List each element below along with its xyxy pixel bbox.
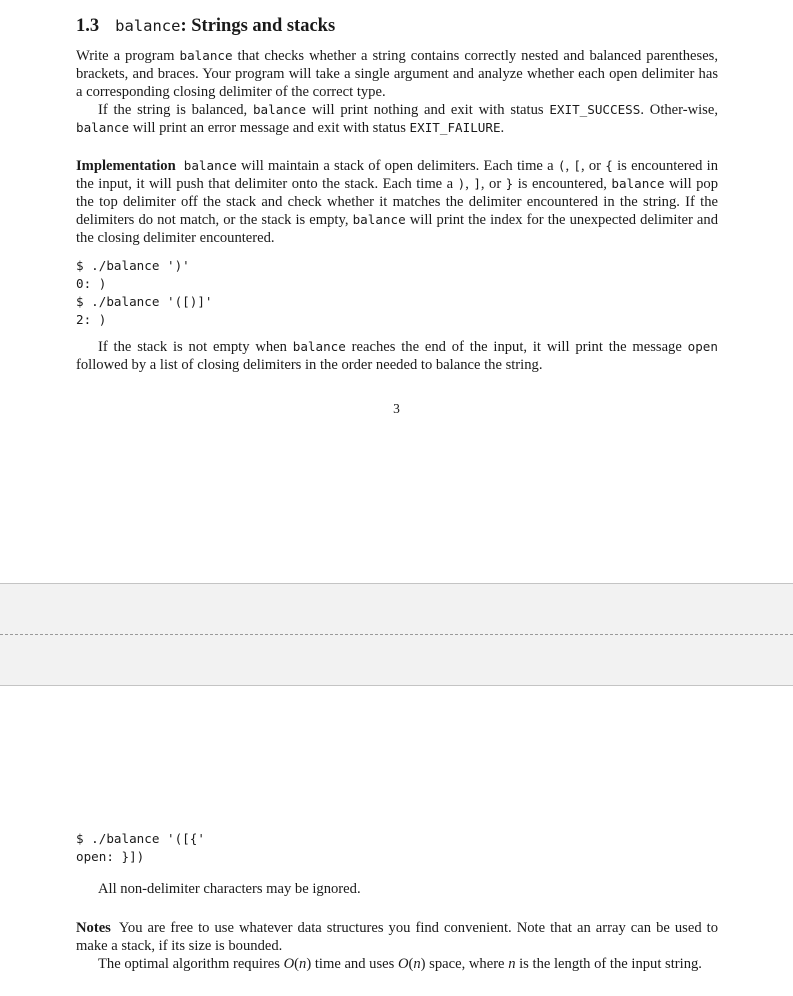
code-line: 2: ) — [76, 312, 107, 327]
code-example-2 — [76, 830, 718, 866]
code-line: open: }]) — [76, 849, 145, 864]
page-gap — [0, 583, 793, 686]
section-title-code: balance — [115, 17, 181, 35]
page-break-line — [0, 634, 793, 635]
code-line: 0: ) — [76, 276, 107, 291]
code-line: $ ./balance '([)]' — [76, 294, 213, 309]
notes-block — [76, 919, 718, 973]
implementation-block — [76, 157, 718, 247]
implementation-paragraph-2: If the stack is not empty when balance reaches the end of the input, it will print the message open followed by a list of closing delimiters in the order needed to balance the string. — [76, 339, 718, 373]
intro-paragraph-2: If the string is balanced, balance will print nothing and exit with status EXIT_SUCCESS. Other-wise, balance will print an error message and exit with status EXIT_FAILURE. — [76, 102, 718, 136]
section-heading — [76, 16, 335, 37]
section-number: 1.3 — [76, 16, 100, 36]
ignore-block — [76, 880, 718, 898]
intro-block — [76, 47, 718, 137]
notes-heading: Notes — [76, 920, 111, 936]
implementation-heading: Implementation — [76, 158, 176, 174]
notes-paragraph-1: Notes You are free to use whatever data structures you find convenient. Note that an array can be used to make a stack, if its size is bounded. — [76, 920, 718, 954]
code-example-1 — [76, 257, 718, 329]
intro-paragraph-1: Write a program balance that checks whether a string contains correctly nested and balanced parentheses, brackets, and braces. Your program will take a single argument and analyze whether each open delimiter has a corresponding closing delimiter of the correct type. — [76, 48, 718, 100]
notes-paragraph-2: The optimal algorithm requires O(n) time and uses O(n) space, where n is the length of the input string. — [98, 956, 702, 972]
page-number: 3 — [393, 401, 400, 416]
implementation-paragraph-1: Implementation balance will maintain a stack of open delimiters. Each time a (, [, or { is encountered in the input, it will push that delimiter onto the stack. Each time a ), ], or } is encountered, balance will pop the top delimiter off the stack and check whether it matches the delimiter encountered in the string. If the delimiters do not match, or the stack is empty, balance will print the index for the unexpected delimiter and the closing delimiter encountered. — [76, 158, 719, 246]
ignore-paragraph: All non-delimiter characters may be ignored. — [98, 881, 361, 897]
code-line: $ ./balance '([{' — [76, 831, 205, 846]
page-4 — [0, 686, 793, 996]
stack-not-empty-block — [76, 338, 718, 374]
code-line: $ ./balance ')' — [76, 258, 190, 273]
section-title-text: : Strings and stacks — [180, 16, 336, 36]
